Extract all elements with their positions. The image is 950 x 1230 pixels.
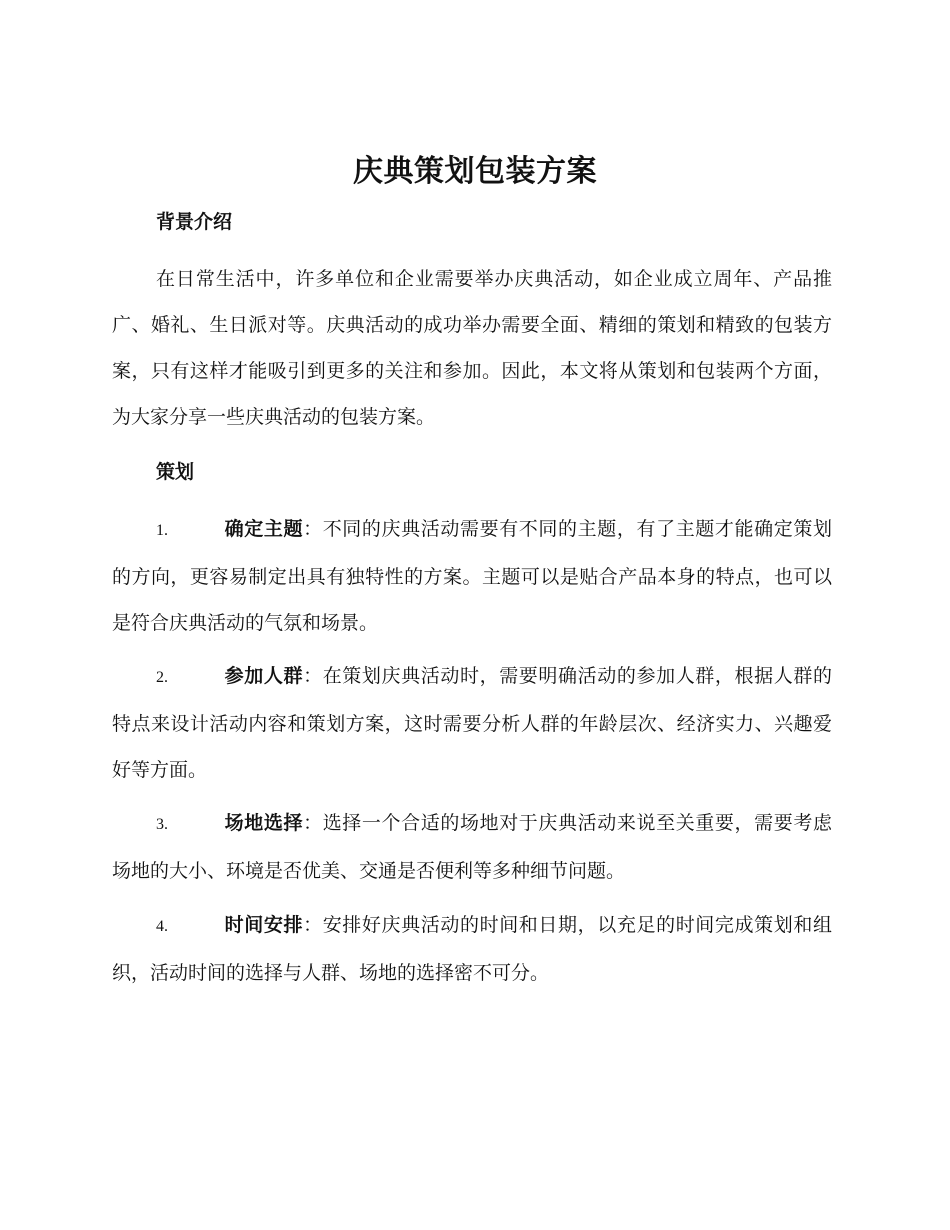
list-item [112,506,832,646]
list-item-number: 1. [156,522,168,539]
list-item-number: 2. [156,669,168,686]
list-item-text: 不同的庆典活动需要有不同的主题，有了主题才能确定策划的方向，更容易制定出具有独特性的方案。主题可以是贴合产品本身的特点，也可以是符合庆典活动的气氛和场景。 [112,518,832,634]
list-item-text: 在策划庆典活动时，需要明确活动的参加人群，根据人群的特点来设计活动内容和策划方案，这时需要分析人群的年龄层次、经济实力、兴趣爱好等方面。 [112,665,832,781]
list-item-term: 参加人群 [224,665,304,687]
section-heading-planning: 策划 [156,461,195,483]
list-item-number: 4. [156,918,168,935]
list-item [112,653,832,793]
list-item-number: 3. [156,816,168,833]
list-item [112,800,832,894]
list-item-separator: ： [303,518,323,540]
list-item-term: 场地选择 [224,812,304,834]
list-item-text: 安排好庆典活动的时间和日期，以充足的时间完成策划和组织，活动时间的选择与人群、场地的选择密不可分。 [112,914,832,984]
section-heading-background: 背景介绍 [156,211,233,233]
list-item-separator: ： [303,914,323,936]
list-item-separator: ： [303,665,323,687]
document-title: 庆典策划包装方案 [353,154,597,189]
list-item-term: 时间安排 [224,914,304,936]
list-item-separator: ： [303,812,323,834]
list-item-text: 选择一个合适的场地对于庆典活动来说至关重要，需要考虑场地的大小、环境是否优美、交通是否便利等多种细节问题。 [112,812,832,882]
background-paragraph: 在日常生活中，许多单位和企业需要举办庆典活动，如企业成立周年、产品推广、婚礼、生日派对等。庆典活动的成功举办需要全面、精细的策划和精致的包装方案，只有这样才能吸引到更多的关注和参加。因此，本文将从策划和包装两个方面，为大家分享一些庆典活动的包装方案。 [112,268,832,428]
list-item [112,902,832,996]
list-item-term: 确定主题 [224,518,304,540]
